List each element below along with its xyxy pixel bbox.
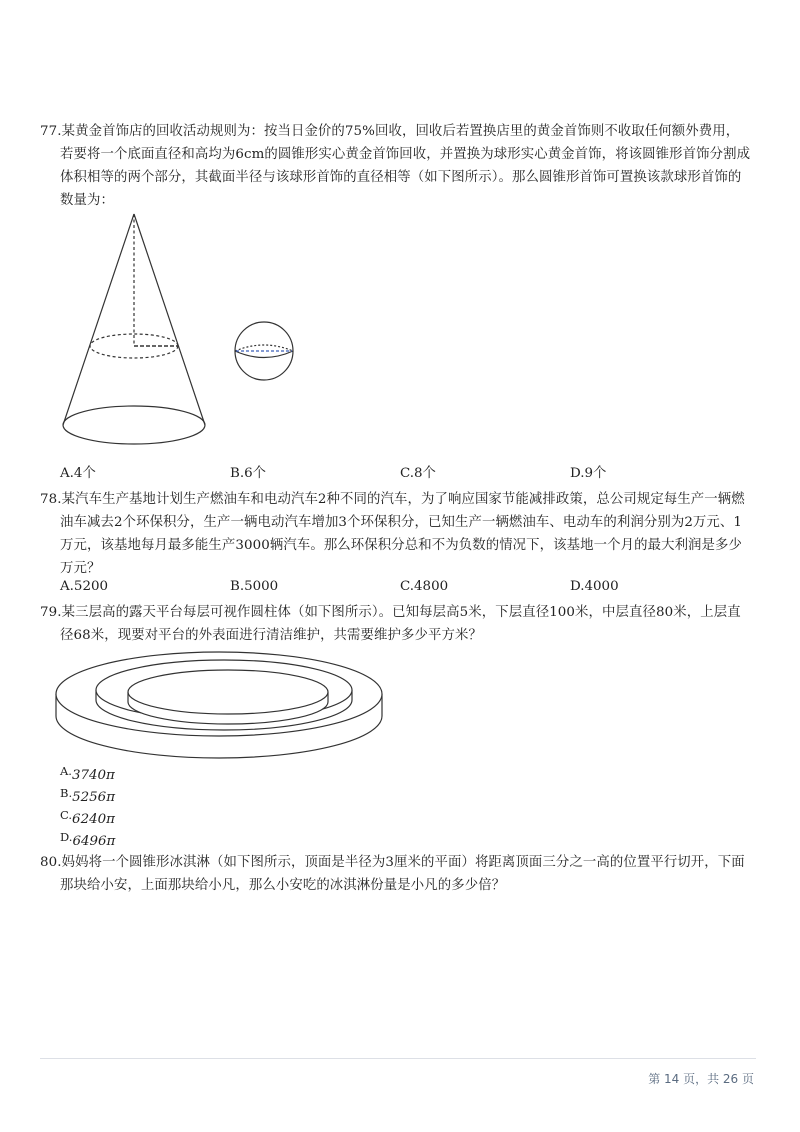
option-79-c[interactable]: C.6240π [60,808,115,827]
option-77-b[interactable]: B.6个 [230,466,267,481]
question-77-text: 某黄金首饰店的回收活动规则为：按当日金价的75%回收，回收后若置换店里的黄金首饰则不收取任何额外费用，若要将一个底面直径和高均为6cm的圆锥形实心黄金首饰回收，并置换为球形实心黄金首饰，将该圆锥形首饰分割成体积相等的两个部分，其截面半径与该球形首饰的直径相等（如下图所示）。那么圆锥形首饰可置换该款球形首饰的数量为： [60,124,751,208]
page-number: 第 14 页，共 26 页 [648,1072,754,1086]
question-77-number: 77. [40,124,62,139]
question-79-text: 某三层高的露天平台每层可视作圆柱体（如下图所示）。已知每层高5米，下层直径100米，中层直径80米，上层直径68米，现要对平台的外表面进行清洁维护，共需要维护多少平方米？ [60,605,741,643]
option-77-c[interactable]: C.8个 [400,466,436,481]
option-78-a[interactable]: A.5200 [60,579,109,594]
option-79-d[interactable]: D.6496π [60,830,116,849]
question-80 [40,851,752,897]
question-80-number: 80. [40,855,62,870]
option-77-a[interactable]: A.4个 [60,466,96,481]
footer-divider [40,1058,756,1059]
question-78-text: 某汽车生产基地计划生产燃油车和电动汽车2种不同的汽车，为了响应国家节能减排政策，总公司规定每生产一辆燃油车减去2个环保积分，生产一辆电动汽车增加3个环保积分，已知生产一辆燃油车、电动车的利润分别为2万元、1万元，该基地每月最多能生产3000辆汽车。那么环保积分总和不为负数的情况下，该基地一个月的最大利润是多少万元？ [60,492,745,576]
option-77-d[interactable]: D.9个 [570,466,607,481]
question-79-options [60,760,115,848]
option-78-d[interactable]: D.4000 [570,579,619,594]
option-79-b[interactable]: B.5256π [60,786,115,805]
option-78-b[interactable]: B.5000 [230,579,279,594]
top-tier [128,670,328,724]
option-78-c[interactable]: C.4800 [400,579,449,594]
question-79-number: 79. [40,605,62,620]
question-78-number: 78. [40,492,62,507]
option-79-a[interactable]: A.3740π [60,764,115,783]
question-80-text: 妈妈将一个圆锥形冰淇淋（如下图所示，顶面是半径为3厘米的平面）将距离顶面三分之一高的位置平行切开，下面那块给小安，上面那块给小凡，那么小安吃的冰淇淋份量是小凡的多少倍？ [60,855,745,893]
